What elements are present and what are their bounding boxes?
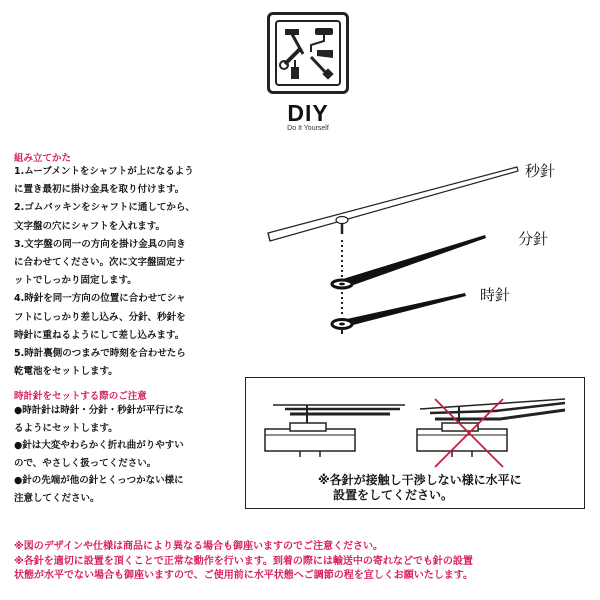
footer-note-line: ※図のデザインや仕様は商品により異なる場合も御座いますのでご注意ください。 — [14, 541, 384, 552]
hour-hand-label: 時針 — [480, 286, 511, 304]
footer-notes — [14, 540, 594, 584]
logo-subtitle: Do It Yourself — [287, 125, 329, 132]
assembly-line: 文字盤の穴にシャフトを入れます。 — [14, 220, 166, 232]
footer-note-line: ※各針を適切に設置を頂くことで正常な動作を行います。到着の際には輸送中の寄れなどでも針の設置 — [14, 555, 473, 567]
caution-line: るようにセットします。 — [14, 422, 118, 434]
assembly-line: 5.時計裏側のつまみで時刻を合わせたら — [14, 348, 186, 360]
caution-line: ●時計針は時針・分針・秒針が平行にな — [14, 405, 184, 416]
assembly-line: 時針に重ねるようにして差し込みます。 — [14, 329, 185, 341]
assembly-steps — [14, 163, 232, 381]
assembly-line: 1.ムーブメントをシャフトが上になるよう — [14, 166, 194, 177]
logo-title: DIY — [287, 100, 329, 126]
assembly-line: に置き最初に掛け金具を取り付けます。 — [14, 184, 185, 196]
second-hand-label: 秒針 — [525, 162, 556, 180]
assembly-heading: 組み立てかた — [14, 153, 72, 164]
caution-line: 注意してください。 — [14, 492, 100, 504]
second-hand-drawing — [268, 167, 518, 241]
assembly-line: 3.文字盤の同一の方向を掛け金具の向き — [14, 238, 186, 250]
caution-heading: 時計針をセットする際のご注意 — [14, 391, 147, 402]
tools-icon — [267, 12, 349, 94]
hour-hand-drawing — [332, 293, 466, 334]
assembly-line: ットでしっかり固定します。 — [14, 275, 137, 287]
assembly-line: 2.ゴムパッキンをシャフトに通してから、 — [14, 202, 195, 214]
caution-line: ●針の先端が他の針とくっつかない様に — [14, 475, 184, 486]
minute-hand-label: 分針 — [518, 230, 549, 248]
minute-hand-drawing — [330, 235, 486, 288]
caution-notes — [14, 402, 236, 507]
caution-line: ので、やさしく扱ってください。 — [14, 457, 157, 469]
incorrect-setting-drawing — [417, 399, 565, 457]
setting-note-line: 設置をしてください。 — [333, 488, 454, 502]
setting-note-line: ※各針が接触し干渉しない様に水平に — [318, 473, 522, 487]
caution-line: ●針は大変やわらかく折れ曲がりやすい — [14, 440, 184, 451]
footer-note-line: 状態が水平でない場合も御座いますので、ご使用前に水平状態へご調節の程を宜しくお願いたします。 — [14, 570, 473, 581]
correct-setting-drawing — [265, 405, 405, 457]
assembly-line: 乾電池をセットします。 — [14, 366, 118, 378]
assembly-line: 4.時針を同一方向の位置に合わせてシャ — [14, 293, 186, 305]
assembly-line: に合わせてください。次に文字盤固定ナ — [14, 257, 186, 269]
setting-note — [318, 473, 522, 503]
assembly-line: フトにしっかり差し込み、分針、秒針を — [14, 311, 186, 323]
